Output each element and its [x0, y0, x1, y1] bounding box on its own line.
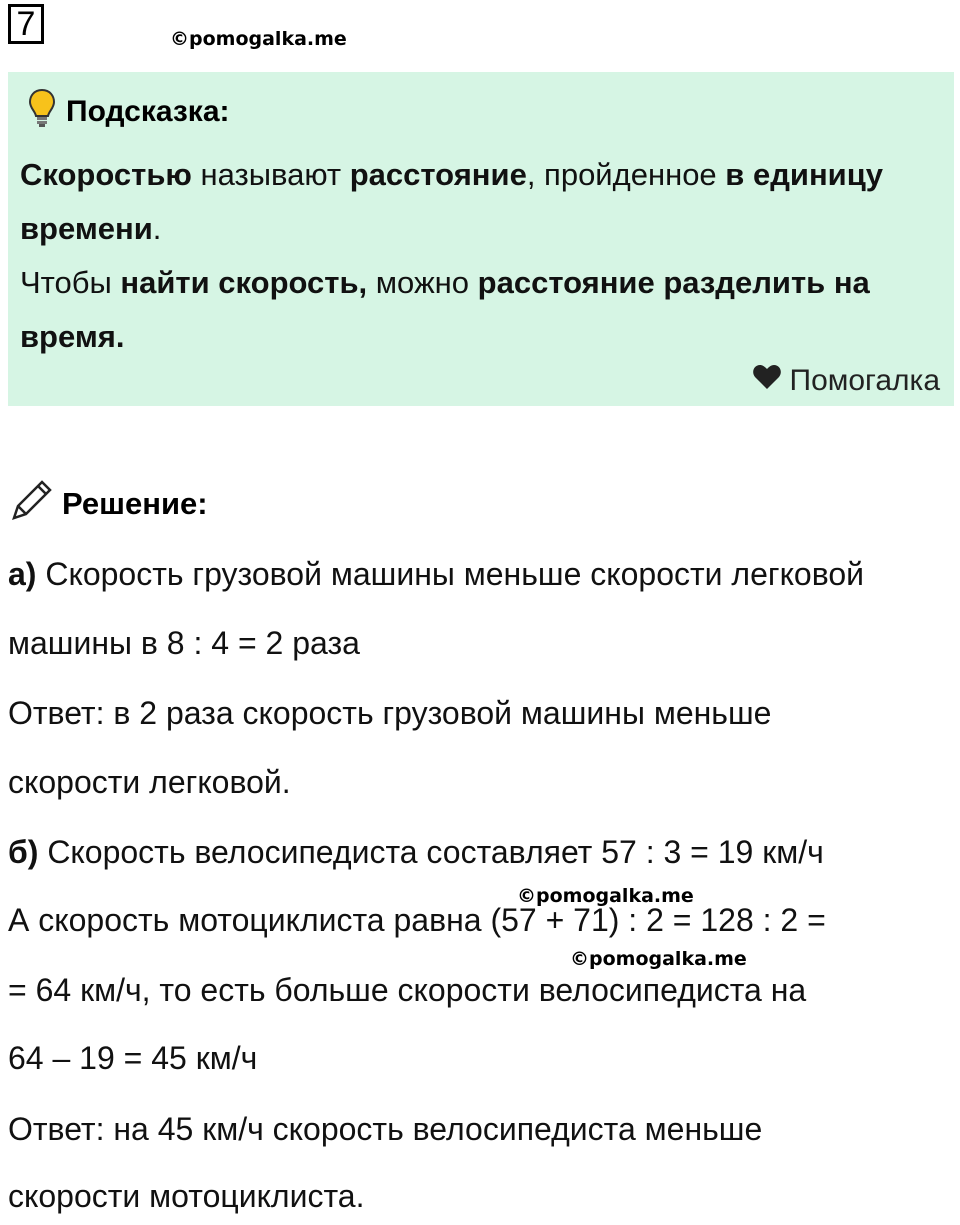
hint-bold: найти скорость, [120, 265, 368, 300]
solution-b-line-4: 64 – 19 = 45 км/ч [8, 1040, 258, 1076]
brand-name: Помогалка [789, 364, 940, 397]
hint-box [8, 72, 954, 406]
solution-a-line-2: машины в 8 : 4 = 2 раза [8, 625, 360, 661]
hint-bold: расстояние разделить на время. [20, 265, 870, 354]
part-label: б) [8, 834, 39, 870]
task-number: 7 [8, 4, 44, 44]
solution-title [10, 478, 208, 530]
lightbulb-icon [28, 88, 56, 136]
solution-a-line-1 [8, 556, 864, 593]
part-label: а) [8, 556, 37, 592]
solution-b-line-3: = 64 км/ч, то есть больше скорости велосипедиста на [8, 972, 807, 1008]
solution-b-line-2: А скорость мотоциклиста равна (57 + 71) : 2 = 128 : 2 = [8, 902, 826, 938]
heart-icon [752, 364, 782, 398]
hint-title-text: Подсказка: [66, 95, 230, 128]
solution-b-line-1 [8, 834, 824, 871]
hint-text-span: . [152, 211, 162, 246]
hint-bold: Скоростью [20, 157, 192, 192]
hint-paragraph-2 [20, 256, 940, 364]
hint-title [28, 88, 230, 136]
hint-text-span: Чтобы [20, 265, 121, 300]
solution-text: Скорость велосипедиста составляет 57 : 3 = 19 км/ч [38, 834, 824, 870]
hint-text-span: называют [191, 157, 350, 192]
solution-title-text: Решение: [62, 486, 208, 521]
solution-b-answer-2: скорости мотоциклиста. [8, 1178, 365, 1214]
solution-a-answer-1: Ответ: в 2 раза скорость грузовой машины меньше [8, 695, 772, 731]
hint-text-span: , пройденное [526, 157, 726, 192]
hint-bold: расстояние [349, 157, 527, 192]
brand-signature [752, 364, 941, 398]
watermark: ©pomogalka.me [517, 885, 694, 907]
watermark: ©pomogalka.me [170, 28, 347, 50]
solution-a-answer-2: скорости легковой. [8, 764, 291, 800]
pencil-icon [10, 478, 54, 530]
hint-paragraph-1 [20, 148, 940, 256]
hint-text [20, 148, 940, 364]
hint-bold: в единицу времени [20, 157, 884, 246]
hint-text-span: можно [367, 265, 478, 300]
solution-text: Скорость грузовой машины меньше скорости легковой [36, 556, 865, 592]
solution-b-answer-1: Ответ: на 45 км/ч скорость велосипедиста меньше [8, 1111, 763, 1147]
watermark: ©pomogalka.me [570, 948, 747, 970]
